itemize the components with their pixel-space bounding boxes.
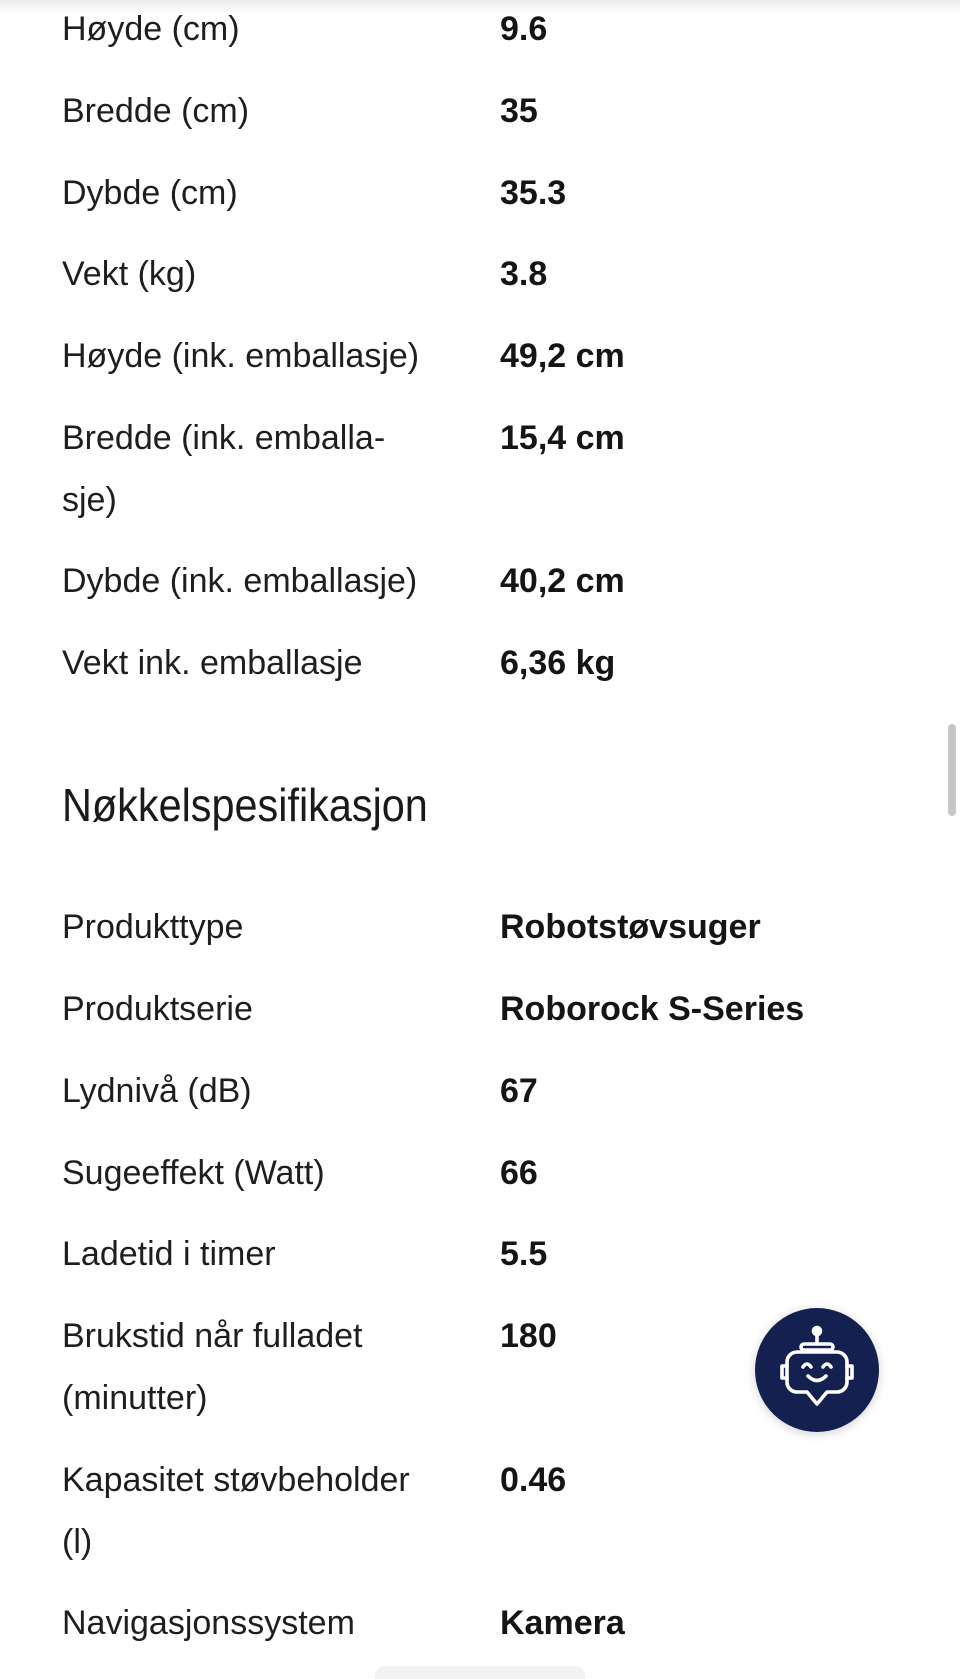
spec-label: Dybde (ink. emballasje) xyxy=(62,562,418,600)
spec-value: 180 xyxy=(500,1317,557,1355)
spec-value: Kamera xyxy=(500,1604,625,1642)
spec-value: 3.8 xyxy=(500,255,548,293)
spec-label: Høyde (ink. emballasje) xyxy=(62,337,420,375)
spec-label: Dybde (cm) xyxy=(62,174,238,212)
spec-value: Roborock S-Series xyxy=(500,990,805,1028)
spec-label: Bredde (cm) xyxy=(62,92,250,130)
spec-value: 35.3 xyxy=(500,174,567,212)
chat-assistant-button[interactable] xyxy=(755,1308,879,1432)
spec-label: Lydnivå (dB) xyxy=(62,1072,252,1110)
spec-value: 15,4 cm xyxy=(500,419,625,457)
section-title: Nøkkelspesifikasjon xyxy=(62,779,428,831)
spec-label: Vekt (kg) xyxy=(62,255,197,293)
spec-value: 6,36 kg xyxy=(500,644,616,682)
spec-value: 9.6 xyxy=(500,10,548,48)
spec-value: 0.46 xyxy=(500,1461,567,1499)
spec-label: Produkttype xyxy=(62,908,244,946)
spec-value: 66 xyxy=(500,1154,538,1192)
spec-value: 67 xyxy=(500,1072,538,1110)
robot-chat-icon xyxy=(777,1324,857,1416)
scrollbar-thumb[interactable] xyxy=(948,724,956,816)
spec-value: Robotstøvsuger xyxy=(500,908,761,946)
home-indicator xyxy=(375,1666,585,1679)
spec-label-continuation: sje) xyxy=(62,481,117,519)
spec-label: Bredde (ink. emballa- xyxy=(62,419,386,457)
spec-label: Produktserie xyxy=(62,990,253,1028)
spec-value: 40,2 cm xyxy=(500,562,625,600)
spec-value: 35 xyxy=(500,92,538,130)
spec-label: Navigasjonssystem xyxy=(62,1604,355,1642)
spec-label: Høyde (cm) xyxy=(62,10,240,48)
spec-value: 5.5 xyxy=(500,1235,548,1273)
spec-label-continuation: (l) xyxy=(62,1523,93,1561)
spec-label: Ladetid i timer xyxy=(62,1235,276,1273)
spec-label: Vekt ink. emballasje xyxy=(62,644,363,682)
spec-label: Brukstid når fulladet xyxy=(62,1317,363,1355)
spec-value: 49,2 cm xyxy=(500,337,625,375)
spec-label: Kapasitet støvbeholder xyxy=(62,1461,410,1499)
spec-label: Sugeeffekt (Watt) xyxy=(62,1154,325,1192)
spec-label-continuation: (minutter) xyxy=(62,1379,208,1417)
